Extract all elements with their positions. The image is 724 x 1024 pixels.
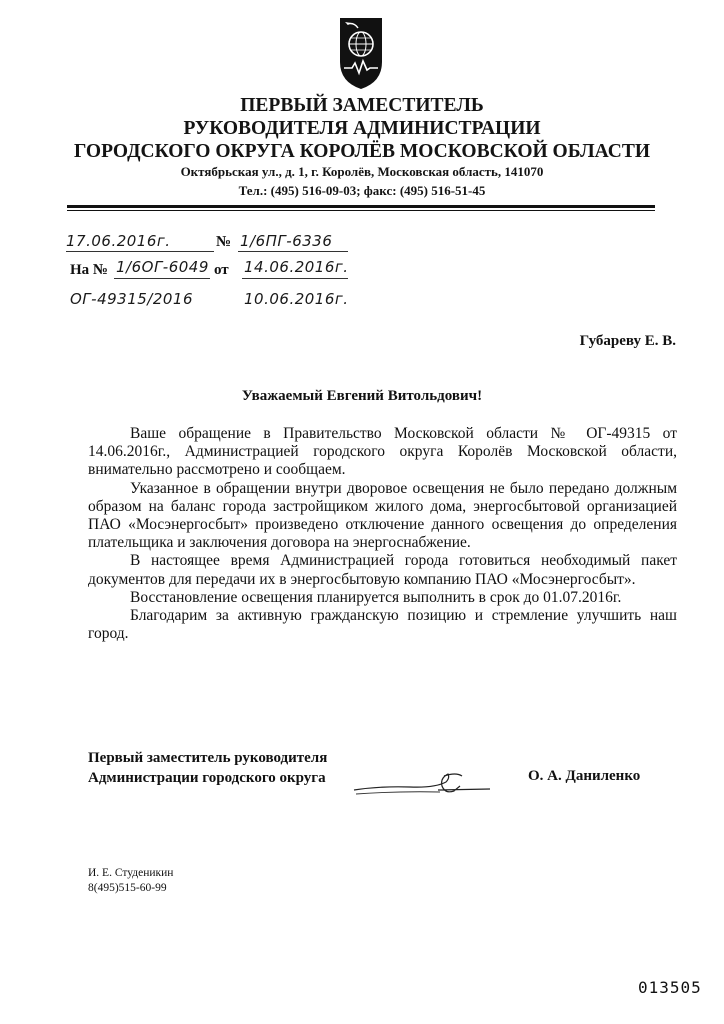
executor-phone: 8(495)515-60-99 xyxy=(88,882,167,894)
addressee: Губареву Е. В. xyxy=(579,333,676,349)
from-label: от xyxy=(214,262,229,278)
header-title-line3: ГОРОДСКОГО ОКРУГА КОРОЛЁВ МОСКОВСКОЙ ОБЛАСТИ xyxy=(73,141,651,162)
number-label: № xyxy=(216,234,232,250)
header-divider-thin xyxy=(67,210,655,211)
extra-reference-date: 10.06.2016г. xyxy=(244,290,349,308)
header-address: Октябрьская ул., д. 1, г. Королёв, Московская область, 141070 xyxy=(180,164,544,179)
document-serial-number: 013505 xyxy=(638,978,702,997)
header-divider-thick xyxy=(67,205,655,208)
header-title-line2: РУКОВОДИТЕЛЯ АДМИНИСТРАЦИИ xyxy=(183,118,541,139)
body-paragraph: Указанное в обращении внутри дворовое освещения не было передано должным образом на баланс города застройщиком жилого дома, энергосбытовой организацией ПАО «Мосэнергосбыт» произведено отключение данного освещения до определения плательщика и заключения договора на энергоснабжение. xyxy=(88,479,677,552)
outgoing-date-underline xyxy=(66,251,214,252)
incoming-date: 14.06.2016г. xyxy=(244,258,349,276)
extra-reference-number: ОГ-49315/2016 xyxy=(70,290,194,308)
incoming-date-underline xyxy=(242,278,348,279)
salutation: Уважаемый Евгений Витольдович! xyxy=(241,388,483,404)
outgoing-number-underline xyxy=(238,251,348,252)
outgoing-date: 17.06.2016г. xyxy=(66,232,171,250)
reply-label: На № xyxy=(70,262,108,278)
incoming-number: 1/6ОГ-6049 xyxy=(116,258,209,276)
body-paragraph: Восстановление освещения планируется выполнить в срок до 01.07.2016г. xyxy=(130,588,622,606)
handwritten-signature xyxy=(350,764,500,800)
body-paragraph: В настоящее время Администрацией города готовиться необходимый пакет документов для передачи их в энергосбытовую компанию ПАО «Мосэнергосбыт». xyxy=(88,552,677,588)
body-paragraph: Ваше обращение в Правительство Московской области № ОГ-49315 от 14.06.2016г., Администрацией городского округа Королёв Московской области, внимательно рассмотрено и сообщаем. xyxy=(88,425,677,479)
signatory-title xyxy=(88,748,327,788)
signatory-title-line2: Администрации городского округа xyxy=(88,770,326,786)
outgoing-number: 1/6ПГ-6336 xyxy=(240,232,333,250)
executor-info xyxy=(88,866,173,896)
letter-body xyxy=(88,425,677,643)
signatory-name: О. А. Даниленко xyxy=(528,768,641,784)
header-phones: Тел.: (495) 516-09-03; факс: (495) 516-51-45 xyxy=(238,183,486,198)
incoming-number-underline xyxy=(114,278,210,279)
executor-name: И. Е. Студеникин xyxy=(88,867,174,879)
coat-of-arms-emblem xyxy=(334,14,388,92)
body-paragraph: Благодарим за активную гражданскую позицию и стремление улучшить наш город. xyxy=(88,607,677,643)
signatory-title-line1: Первый заместитель руководителя xyxy=(88,750,328,766)
header-title-line1: ПЕРВЫЙ ЗАМЕСТИТЕЛЬ xyxy=(240,95,484,116)
